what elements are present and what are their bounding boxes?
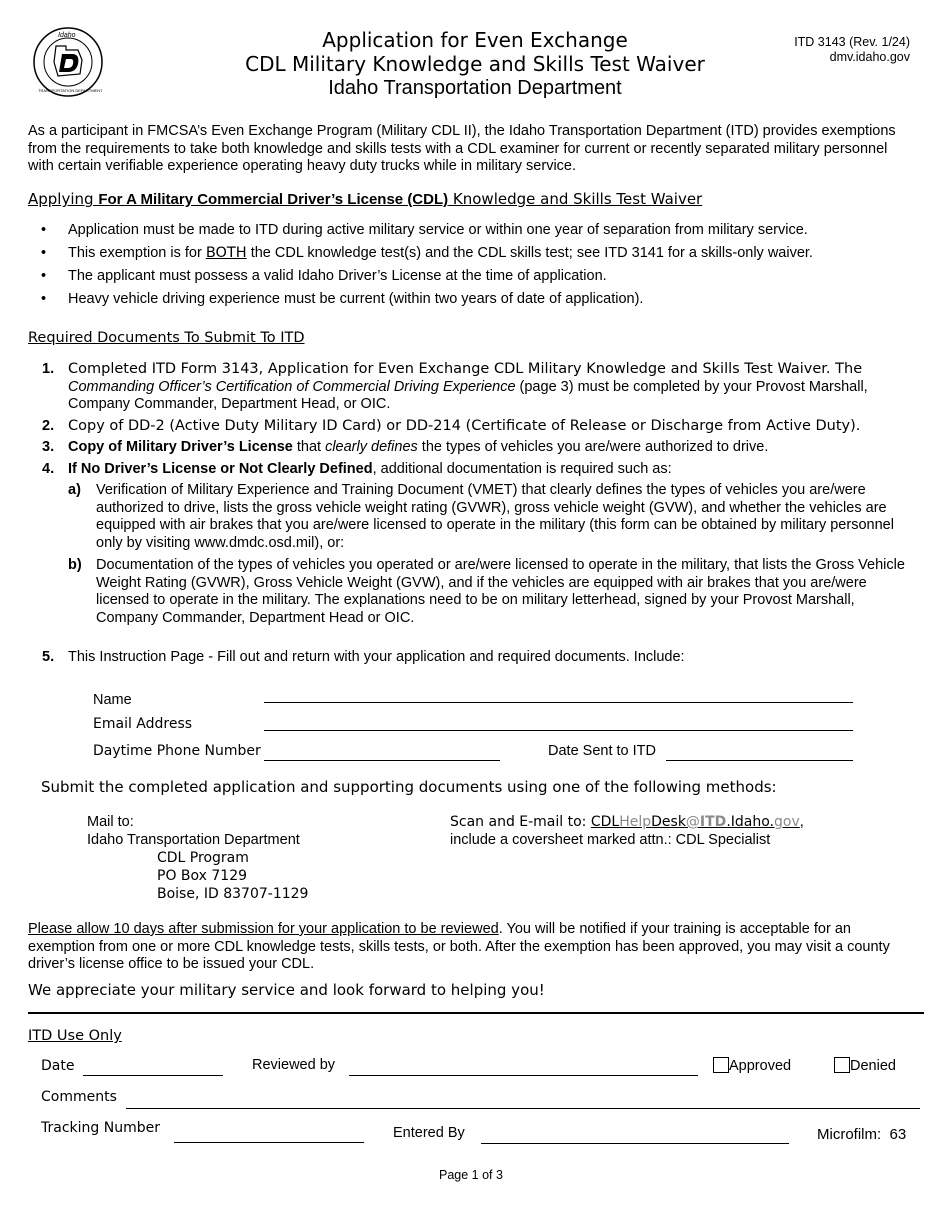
item-number: 3.	[42, 439, 55, 455]
applying-heading-bold: For A Military Commercial Driver’s License (CDL)	[98, 191, 449, 208]
sub-letter: b)	[68, 557, 82, 573]
logo-top-text: Idaho	[58, 32, 76, 39]
email-part: .Idaho.	[726, 814, 774, 830]
comments-label: Comments	[41, 1089, 117, 1105]
denied-label: Denied	[850, 1058, 896, 1074]
title-line-2: CDL Military Knowledge and Skills Test Waiver	[245, 52, 705, 76]
phone-label: Daytime Phone Number	[93, 743, 261, 759]
tracking-label: Tracking Number	[41, 1120, 160, 1136]
sub-letter: a)	[68, 482, 81, 498]
email-comma: ,	[799, 814, 804, 830]
cdl-email-link[interactable]	[591, 814, 800, 830]
email-part: Help	[619, 814, 652, 830]
bullet-item: • Heavy vehicle driving experience must be current (within two years of date of application).	[28, 291, 918, 308]
email-part: ITD	[699, 814, 727, 830]
reviewed-by-label: Reviewed by	[252, 1057, 336, 1073]
sub-a-text: Verification of Military Experience and Training Document (VMET) that clearly defines the types of vehicles you are/were authorized to drive, lists the gross vehicle weight rating (GVWR), gross vehicle weight (GVW), and whether the vehicles are equipped with air brakes that you are/were licensed to operate in the military (this form can be obtained by military personnel only by visiting www.dmdc.osd.mil), or:	[96, 482, 894, 551]
website: dmv.idaho.gov	[829, 50, 910, 64]
item-number: 4.	[42, 460, 55, 477]
submit-intro: Submit the completed application and supporting documents using one of the following methods:	[41, 778, 777, 796]
item1-text-a: Completed ITD Form 3143, Application for Even Exchange CDL Military Knowledge and Skills Test Waiver. The	[68, 361, 863, 377]
bullet-item	[28, 245, 918, 262]
idaho-logo	[32, 26, 104, 98]
required-item-2	[28, 418, 910, 436]
denied-option[interactable]	[834, 1057, 896, 1074]
item2-text: Copy of DD-2 (Active Duty Military ID Card) or DD-214 (Certificate of Release or Discharge from Active Duty).	[68, 417, 861, 434]
approved-option[interactable]	[713, 1057, 791, 1074]
mail-program: CDL Program	[157, 850, 249, 866]
item-number: 1.	[42, 361, 55, 377]
required-item-5	[28, 649, 910, 665]
bullet-text: the CDL knowledge test(s) and the CDL skills test; see ITD 3141 for a skills-only waiver.	[246, 245, 813, 261]
item3-bold: Copy of Military Driver’s License	[68, 439, 293, 455]
email-block	[450, 813, 804, 849]
email-label: Email Address	[93, 716, 193, 732]
itd-divider	[28, 1012, 924, 1014]
entered-by-field[interactable]	[481, 1143, 789, 1144]
title-line-3: Idaho Transportation Department	[328, 77, 622, 99]
required-heading: Required Documents To Submit To ITD	[28, 330, 305, 346]
review-notice-text: . You will be notified if your training is acceptable for an exemption from one or more CDL knowledge tests, skills tests, or both. After the exemption has been approved, you may visit a county driver’s license office to be issued your CDL.	[28, 921, 890, 972]
item-number: 2.	[42, 417, 55, 434]
form-number: ITD 3143 (Rev. 1/24)	[794, 35, 910, 49]
itd-date-label: Date	[41, 1058, 75, 1074]
item-number: 5.	[42, 649, 55, 665]
scan-line	[450, 813, 804, 831]
date-sent-label: Date Sent to ITD	[548, 743, 656, 759]
item3-mid: that	[292, 439, 326, 455]
email-part: @	[685, 814, 700, 830]
item1-text-b: Commanding Officer’s Certification of Commercial Driving Experience	[68, 378, 516, 395]
required-item-1	[28, 361, 910, 414]
bullet-item: • The applicant must possess a valid Idaho Driver’s License at the time of application.	[28, 268, 918, 285]
date-sent-field[interactable]	[666, 760, 853, 761]
item3-italic: clearly defines	[325, 439, 418, 455]
applying-heading-post: Knowledge and Skills Test Waiver	[448, 190, 703, 208]
logo-bottom-text: TRANSPORTATION DEPARTMENT	[38, 88, 103, 93]
review-notice	[28, 921, 912, 974]
item5-text: This Instruction Page - Fill out and return with your application and required documents. Include:	[68, 649, 685, 665]
sub-b-text: Documentation of the types of vehicles you operated or are/were licensed to operate in the military, that lists the Gross Vehicle Weight Rating (GVWR), Gross Vehicle Weight (GVW), and if the vehicles are equipped with air brakes that you are/were licensed to operate in the military. The explanations need to be on military letterhead, signed by your Provost Marshall, Company Commander, Department Head or OIC.	[96, 557, 905, 626]
page-number: Page 1 of 3	[439, 1168, 503, 1182]
mail-block	[87, 813, 308, 903]
page-title	[190, 28, 760, 100]
required-list	[28, 361, 910, 631]
item4-post: , additional documentation is required such as:	[372, 460, 672, 477]
email-field[interactable]	[264, 730, 853, 731]
required-item-3	[28, 439, 910, 457]
email-part: gov	[774, 814, 800, 830]
both-emphasis: BOTH	[205, 245, 247, 261]
required-item-4	[28, 461, 910, 628]
mail-box: PO Box 7129	[157, 868, 248, 884]
item4-bold: If No Driver’s License or Not Clearly Defined	[68, 460, 373, 477]
scan-label: Scan and E-mail to:	[450, 814, 591, 830]
email-part: Desk	[651, 814, 686, 830]
name-field[interactable]	[264, 702, 853, 703]
denied-checkbox[interactable]	[834, 1057, 850, 1073]
thanks-message: We appreciate your military service and look forward to helping you!	[28, 981, 545, 999]
entered-by-label: Entered By	[393, 1125, 465, 1141]
mail-org: Idaho Transportation Department	[87, 832, 300, 848]
applying-bullets	[28, 222, 918, 314]
mail-city: Boise, ID 83707-1129	[157, 886, 309, 902]
itd-date-field[interactable]	[83, 1075, 223, 1076]
microfilm-label: Microfilm:	[817, 1126, 882, 1143]
applying-heading-pre: Applying	[28, 190, 99, 208]
item1-text-c: (page 3) must be completed by your Provost Marshall, Company Commander, Department Head, or OIC.	[68, 378, 868, 412]
approved-label: Approved	[729, 1058, 792, 1074]
review-notice-underlined: Please allow 10 days after submission for your application to be reviewed	[28, 921, 499, 937]
item3-post: the types of vehicles you are/were authorized to drive.	[417, 439, 769, 455]
sub-item-a	[68, 482, 910, 552]
itd-use-heading: ITD Use Only	[28, 1028, 122, 1044]
tracking-field[interactable]	[174, 1142, 364, 1143]
bullet-item: • Application must be made to ITD during active military service or within one year of separation from military service.	[28, 222, 918, 239]
email-part: CDL	[590, 814, 620, 830]
microfilm-value: 63	[889, 1126, 907, 1143]
microfilm	[817, 1126, 906, 1143]
approved-checkbox[interactable]	[713, 1057, 729, 1073]
comments-field[interactable]	[126, 1108, 920, 1109]
bullet-text: This exemption is for	[68, 245, 206, 261]
title-line-1: Application for Even Exchange	[322, 28, 628, 52]
name-label: Name	[93, 692, 132, 708]
reviewed-by-field[interactable]	[349, 1075, 698, 1076]
intro-paragraph: As a participant in FMCSA’s Even Exchange Program (Military CDL II), the Idaho Transportation Department (ITD) provides exemptions from the requirements to take both knowledge and skills tests with a CDL examiner for current or recently separated military personnel with certain verifiable experience operating heavy duty trucks while in military service.	[28, 123, 896, 174]
mail-label: Mail to:	[87, 814, 134, 830]
coversheet-note: include a coversheet marked attn.: CDL Specialist	[450, 832, 771, 848]
applying-heading	[28, 190, 702, 208]
sub-item-b	[68, 557, 910, 627]
phone-field[interactable]	[264, 760, 500, 761]
